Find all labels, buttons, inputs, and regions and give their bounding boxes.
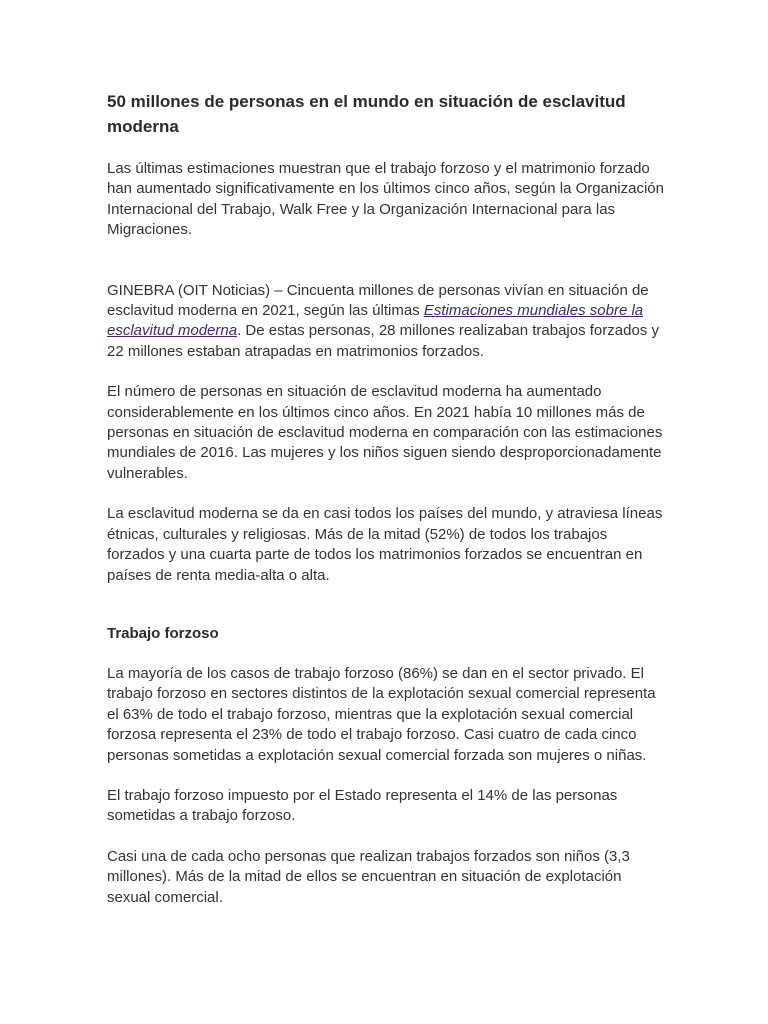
paragraph-ginebra-text-after: . De estas personas, 28 millones realizaban trabajos forzados y 22 millones estaban atrapadas en matrimonios forzados. <box>107 322 659 360</box>
article <box>107 89 667 908</box>
section-heading-trabajo-forzoso: Trabajo forzoso <box>107 624 219 642</box>
paragraph-ninos: Casi una de cada ocho personas que realizan trabajos forzados son niños (3,3 millones). Más de la mitad de ellos se encuentran en situación de explotación sexual comercial. <box>107 847 630 906</box>
paragraph-sector-privado: La mayoría de los casos de trabajo forzoso (86%) se dan en el sector privado. El trabajo forzoso en sectores distintos de la explotación sexual comercial representa el 63% de todo el trabajo forzoso, mientras que la explotación sexual comercial forzosa representa el 23% de todo el trabajo forzoso. Casi cuatro de cada cinco personas sometidas a explotación sexual comercial forzada son mujeres o niñas. <box>107 664 656 764</box>
spacer <box>107 362 667 382</box>
spacer <box>107 241 667 281</box>
spacer <box>107 827 667 847</box>
estimaciones-link[interactable]: Estimaciones mundiales sobre la esclavitud moderna <box>107 302 644 340</box>
paragraph-ginebra-text-before: GINEBRA (OIT Noticias) – Cincuenta millones de personas vivían en situación de esclavitud moderna en 2021, según las últimas <box>107 281 649 320</box>
spacer <box>107 484 667 504</box>
lead-paragraph: Las últimas estimaciones muestran que el trabajo forzoso y el matrimonio forzado han aumentado significativamente en los últimos cinco años, según la Organización Internacional del Trabajo, Walk Free y la Organización Internacional para las Migraciones. <box>107 160 664 239</box>
paragraph-aumento: El número de personas en situación de esclavitud moderna ha aumentado considerablemente en los últimos cinco años. En 2021 había 10 millones más de personas en situación de esclavitud moderna en comparación con las estimaciones mundiales de 2016. Las mujeres y los niños siguen siendo desproporcionadamente vulnerables. <box>107 383 663 482</box>
spacer <box>107 586 667 624</box>
paragraph-ginebra <box>107 281 667 363</box>
paragraph-estado: El trabajo forzoso impuesto por el Estado representa el 14% de las personas sometidas a trabajo forzoso. <box>107 786 618 825</box>
spacer <box>107 766 667 786</box>
article-title: 50 millones de personas en el mundo en situación de esclavitud moderna <box>107 92 626 136</box>
paragraph-paises: La esclavitud moderna se da en casi todos los países del mundo, y atraviesa líneas étnicas, culturales y religiosas. Más de la mitad (52%) de todos los trabajos forzados y una cuarta parte de todos los matrimonios forzados se encuentran en países de renta media-alta o alta. <box>107 505 663 584</box>
